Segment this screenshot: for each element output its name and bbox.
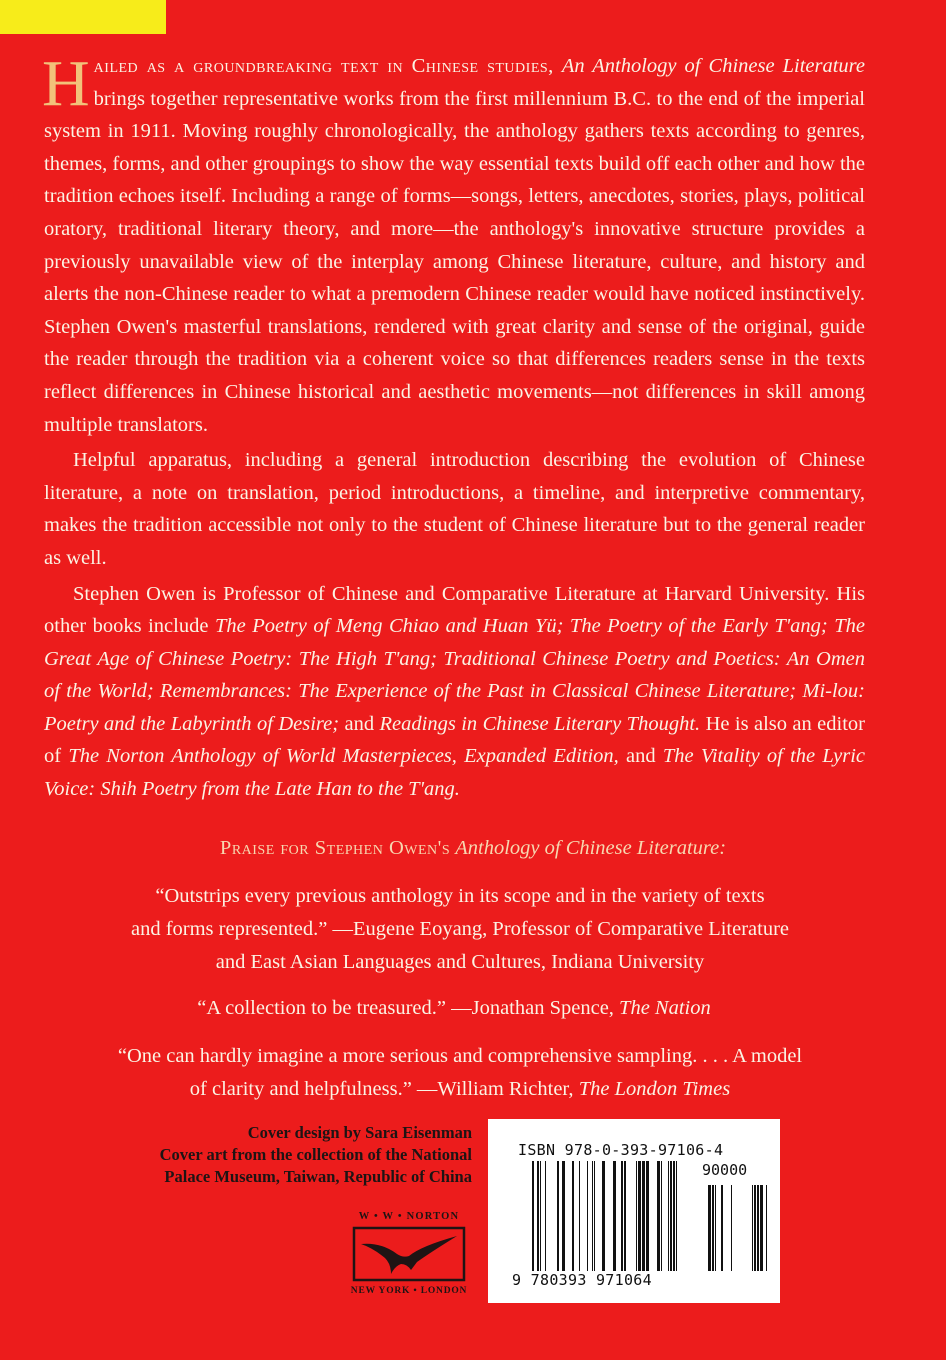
barcode-bar xyxy=(661,1161,662,1271)
credit-line: Cover art from the collection of the National xyxy=(159,1145,472,1164)
quote-source: The Nation xyxy=(619,997,711,1019)
barcode-bar xyxy=(636,1161,637,1271)
publisher-location: NEW YORK • LONDON xyxy=(350,1286,468,1296)
author-bio xyxy=(44,578,865,806)
bio-edited-title-1: The Norton Anthology of World Masterpieces, Expanded Edition, xyxy=(68,745,619,768)
quote-line: “Outstrips every previous anthology in its scope and in the variety of texts xyxy=(155,885,765,907)
price-code: 90000 xyxy=(702,1161,748,1179)
barcode-bar xyxy=(638,1161,641,1271)
barcode-bar xyxy=(731,1185,732,1271)
isbn-label: ISBN 978-0-393-97106-4 xyxy=(518,1141,724,1159)
credit-line: Cover design by Sara Eisenman xyxy=(247,1123,472,1142)
ean-number: 9 780393 971064 xyxy=(512,1271,652,1289)
barcode-bar xyxy=(766,1185,767,1271)
description-block xyxy=(42,47,866,809)
bio-edited-title-2: The Vitality of the Lyric Voice: Shih Poetry from the Late Han to the T'ang. xyxy=(44,745,866,801)
barcode-bar xyxy=(646,1161,649,1271)
lead-in-small-caps: ailed as a groundbreaking text in Chinese studies, xyxy=(93,55,554,77)
description-paragraph-2: Helpful apparatus, including a general introduction describing the evolution of Chinese literature, a note on translation, period introductions, a timeline, and interpretive commentary, makes the tradition accessible not only to the student of Chinese literature but to the general reader as well. xyxy=(44,449,865,569)
description-paragraph-1 xyxy=(42,47,865,441)
quote-line: and forms represented.” —Eugene Eoyang, Professor of Comparative Literature xyxy=(130,918,790,940)
publisher-name: W • W • NORTON xyxy=(358,1211,460,1222)
description-text: brings together representative works from the first millennium B.C. to the end of the imperial system in 1911. Moving roughly chronologically, the anthology gathers texts according to genres, themes, forms, and other groupings to show the way essential texts build off each other and how the tradition echoes itself. Including a range of forms—songs, letters, anecdotes, stories, plays, political oratory, traditional literary theory, and more—the anthology's innovative structure provides a previously unavailable view of the interplay among Chinese literature, culture, and history and alerts the non-Chinese reader to what a premodern Chinese reader would have noticed instinctively. Stephen Owen's masterful translations, rendered with great clarity and sense of the original, guide the reader through the tradition via a coherent voice so that differences readers sense in the texts reflect differences in Chinese historical and aesthetic movements—not differences in skill among multiple translators. xyxy=(44,87,865,436)
barcode-bar xyxy=(592,1161,593,1271)
barcode-bar xyxy=(715,1185,716,1271)
barcode-bar xyxy=(754,1185,756,1271)
barcode-bar xyxy=(602,1161,605,1271)
cover-credits xyxy=(120,1122,472,1188)
bio-book-titles: The Poetry of Meng Chiao and Huan Yü; The Poetry of the Early T'ang; The Great Age of Chinese Poetry: The High T'ang; Traditional Chinese Poetry and Poetics: An Omen of the World; Remembrances: The Experience of the Past in Classical Chinese Literature; Mi-lou: Poetry and the Labyrinth of Desire; xyxy=(44,615,865,735)
bio-and: and xyxy=(344,712,375,735)
quote-source: The London Times xyxy=(578,1078,731,1100)
seagull-icon xyxy=(351,1224,467,1284)
praise-quote-2 xyxy=(0,992,908,1025)
barcode-bar xyxy=(642,1161,645,1271)
praise-heading xyxy=(0,837,946,860)
barcode-bar xyxy=(594,1161,595,1271)
barcode-bar xyxy=(657,1161,660,1271)
barcode-bar xyxy=(537,1161,539,1271)
barcode-bar xyxy=(712,1185,714,1271)
praise-quote-1 xyxy=(0,880,920,979)
quote-line: “One can hardly imagine a more serious and comprehensive sampling. . . . A model xyxy=(117,1045,803,1067)
barcode-bar xyxy=(757,1185,759,1271)
barcode-bar xyxy=(613,1161,616,1271)
barcode-bar xyxy=(721,1185,723,1271)
barcode-bar xyxy=(708,1185,711,1271)
barcode-bar xyxy=(587,1161,588,1271)
quote-text: “A collection to be treasured.” —Jonathan Spence, xyxy=(197,997,614,1019)
quote-text: of clarity and helpfulness.” —William Richter, xyxy=(189,1078,574,1100)
barcode-bar xyxy=(752,1185,753,1271)
bio-last-title: Readings in Chinese Literary Thought. xyxy=(379,712,701,735)
barcode-bar xyxy=(673,1161,675,1271)
quote-line: and East Asian Languages and Cultures, Indiana University xyxy=(215,951,705,973)
praise-heading-label: Praise for Stephen Owen's xyxy=(219,837,451,859)
barcode-bar xyxy=(532,1161,534,1271)
praise-heading-title: Anthology of Chinese Literature: xyxy=(455,837,727,859)
yellow-corner-tab xyxy=(0,0,166,34)
praise-quote-3 xyxy=(0,1040,920,1106)
barcode-bar xyxy=(676,1161,677,1271)
bio-intro: Stephen Owen is Professor of Chinese and Comparative Literature at Harvard University. His other books include xyxy=(44,582,865,638)
barcode-bar xyxy=(668,1161,669,1271)
barcode-bar xyxy=(540,1161,541,1271)
bio-edited-and: and xyxy=(626,745,656,768)
drop-cap: H xyxy=(42,47,90,120)
credit-line: Palace Museum, Taiwan, Republic of China xyxy=(164,1167,472,1186)
barcode-bar xyxy=(624,1161,626,1271)
publisher-logo xyxy=(346,1211,472,1307)
barcode-bar xyxy=(557,1161,559,1271)
barcode-bar xyxy=(670,1161,672,1271)
isbn-barcode xyxy=(488,1119,780,1303)
barcode-bar xyxy=(621,1161,623,1271)
barcode-bar xyxy=(579,1161,580,1271)
quote-line xyxy=(0,1073,920,1106)
bio-editor-text: He is also an editor of xyxy=(44,712,865,768)
barcode-bar xyxy=(545,1161,546,1271)
barcode-bar xyxy=(572,1161,574,1271)
book-title-ref: An Anthology of Chinese Literature xyxy=(561,55,865,77)
barcode-bar xyxy=(562,1161,565,1271)
barcode-bar xyxy=(760,1185,763,1271)
